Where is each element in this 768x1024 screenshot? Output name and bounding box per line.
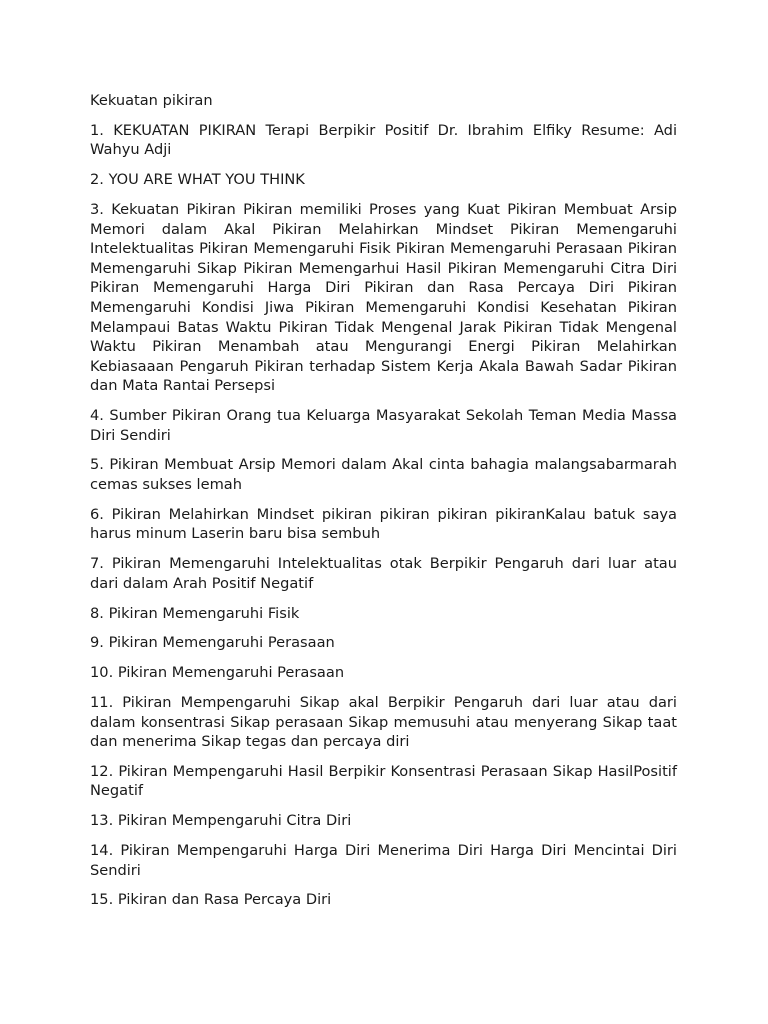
paragraph-5: 5. Pikiran Membuat Arsip Memori dalam Akal cinta bahagia malangsabarmarah cemas sukses lemah: [90, 456, 677, 494]
document-title: Kekuatan pikiran: [90, 92, 213, 109]
document-page: [90, 91, 677, 920]
paragraph-10: 10. Pikiran Memengaruhi Perasaan: [90, 664, 345, 682]
paragraph-11: 11. Pikiran Mempengaruhi Sikap akal Berpikir Pengaruh dari luar atau dari dalam konsentrasi Sikap perasaan Sikap memusuhi atau menyerang Sikap taat dan menerima Sikap tegas dan percaya diri: [90, 693, 677, 751]
paragraph-3: 3. Kekuatan Pikiran Pikiran memiliki Proses yang Kuat Pikiran Membuat Arsip Memori dalam Akal Pikiran Melahirkan Mindset Pikiran Memengaruhi Intelektualitas Pikiran Memengaruhi Fisik Pikiran Memengaruhi Perasaan Pikiran Memengaruhi Sikap Pikiran Memengarhui Hasil Pikiran Memengaruhi Citra Diri Pikiran Memengaruhi Harga Diri Pikiran dan Rasa Percaya Diri Pikiran Memengaruhi Kondisi Jiwa Pikiran Memengaruhi Kondisi Kesehatan Pikiran Melampaui Batas Waktu Pikiran Tidak Mengenal Jarak Pikiran Tidak Mengenal Waktu Pikiran Menambah atau Mengurangi Energi Pikiran Melahirkan Kebiasaaan Pengaruh Pikiran terhadap Sistem Kerja Akala Bawah Sadar Pikiran dan Mata Rantai Persepsi: [90, 200, 677, 395]
paragraph-14: 14. Pikiran Mempengaruhi Harga Diri Menerima Diri Harga Diri Mencintai Diri Sendiri: [90, 842, 677, 879]
paragraph-2: 2. YOU ARE WHAT YOU THINK: [90, 171, 305, 189]
paragraph-1: 1. KEKUATAN PIKIRAN Terapi Berpikir Positif Dr. Ibrahim Elfiky Resume: Adi Wahyu Adji: [90, 121, 677, 159]
paragraph-15: 15. Pikiran dan Rasa Percaya Diri: [90, 891, 332, 909]
paragraph-12: 12. Pikiran Mempengaruhi Hasil Berpikir Konsentrasi Perasaan Sikap HasilPositif Negatif: [90, 762, 677, 800]
paragraph-7: 7. Pikiran Memengaruhi Intelektualitas otak Berpikir Pengaruh dari luar atau dari dalam Arah Positif Negatif: [90, 555, 677, 592]
paragraph-8: 8. Pikiran Memengaruhi Fisik: [90, 604, 300, 622]
paragraph-6: 6. Pikiran Melahirkan Mindset pikiran pikiran pikiran pikiranKalau batuk saya harus minum Laserin baru bisa sembuh: [90, 505, 677, 543]
paragraph-4: 4. Sumber Pikiran Orang tua Keluarga Masyarakat Sekolah Teman Media Massa Diri Sendiri: [90, 407, 677, 444]
paragraph-9: 9. Pikiran Memengaruhi Perasaan: [90, 634, 335, 652]
paragraph-13: 13. Pikiran Mempengaruhi Citra Diri: [90, 812, 352, 830]
